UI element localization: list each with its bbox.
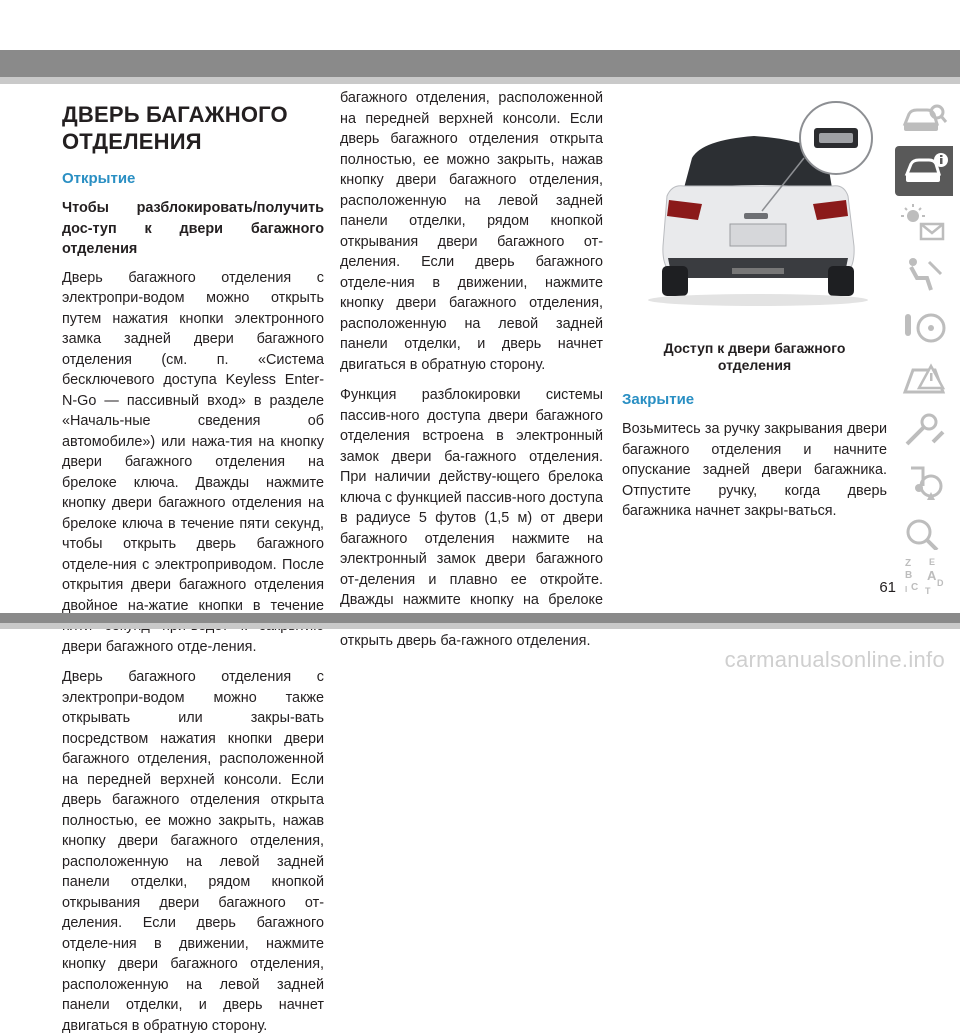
opening-paragraph-3: Функция разблокировки системы пассив-ного доступа двери багажного отделения встроена в электронный замок двери ба-гажного отделения. При наличии действу-ющего брелока ключа с функцией пассив-ного доступа в радиусе 5 футов (1,5 м) от двери багажного отделения нажмите на электронный замок двери багажного от-деления и плавно ее откройте. Дважды нажмите кнопку на брелоке открыть дверь ба-гажного отделения. (340, 387, 603, 649)
closing-paragraph: Возьмитесь за ручку закрывания двери багажного отделения и начните опускание задней двери багажника. Отпустите ручку, когда дверь багажника начнет закры-ваться. (622, 421, 887, 519)
section-title-line1: ДВЕРЬ БАГАЖНОГО (62, 102, 288, 127)
index-letter-c: C (911, 582, 919, 593)
opening-subheading: Чтобы разблокировать/получить дос-туп к двери багажного отделения (62, 200, 324, 257)
column-right (622, 96, 887, 532)
page-number: 61 (879, 579, 896, 596)
key-steering-icon (901, 308, 947, 346)
search-icon (901, 516, 947, 554)
figure-caption-line2: отделения (717, 357, 792, 373)
column-middle (340, 88, 603, 662)
tab-roadside-warning[interactable] (893, 354, 953, 404)
opening-paragraph-2-continued: багажного отделения, расположенной на передней верхней консоли. Если дверь багажного отделения открыта полностью, ее можно закрыть, нажав кнопку двери багажного отделения, расположенную на левой задней панели отделки, рядом кнопкой открывания двери багажного от-деления. Если дверь багажного отделе-ния в движении, нажмите кнопку двери багажного отделения, расположенную на левой задней панели отделки, и дверь начнет двигаться в обратную сторону. (340, 90, 603, 373)
tab-service-tools[interactable] (893, 406, 953, 456)
index-letter-e: E (929, 557, 936, 567)
column-left (62, 101, 324, 1034)
car-search-icon (901, 100, 947, 138)
tab-car-search[interactable] (893, 94, 953, 144)
section-title-line2: ОТДЕЛЕНИЯ (62, 129, 202, 154)
index-letter-i: I (905, 585, 908, 594)
footer-band-light (0, 623, 960, 629)
service-tools-icon (901, 412, 947, 450)
airbag-seat-icon (901, 256, 947, 294)
header-band (0, 50, 960, 77)
figure-caption-line1: Доступ к двери багажного (663, 340, 846, 356)
index-letter-t: T (925, 586, 931, 596)
watermark: carmanualsonline.info (724, 647, 945, 672)
roadside-warning-icon (901, 360, 947, 398)
suv-rear-illustration (622, 96, 887, 322)
footer-band (0, 613, 960, 623)
section-title (62, 101, 324, 155)
opening-paragraph-2: Дверь багажного отделения с электропри-водом можно также открывать или закры-вать посредством нажатия кнопки двери багажного отделения, расположенной на передней верхней консоли. Если дверь багажного отделения открыта полностью, ее можно закрыть, нажав кнопку двери багажного отделения, расположенную на левой задней панели отделки, рядом кнопкой открывания двери багажного от-деления. Если дверь багажного отделе-ния в движении, нажмите кнопку двери багажного отделения, расположенную на левой задней панели отделки, и дверь начнет двигаться в обратную сторону. (62, 669, 324, 1034)
header-band-light (0, 77, 960, 84)
opening-heading: Открытие (62, 170, 136, 187)
tab-multimedia[interactable] (893, 458, 953, 508)
figure-caption (622, 340, 887, 374)
closing-heading: Закрытие (622, 391, 695, 408)
tab-car-info[interactable] (895, 146, 953, 196)
index-letter-b: B (905, 570, 913, 581)
index-letter-a: A (927, 568, 937, 583)
top-margin (0, 0, 960, 50)
tab-airbag-seat[interactable] (893, 250, 953, 300)
tab-key-steering[interactable] (893, 302, 953, 352)
index-icon (901, 556, 947, 596)
tab-index[interactable] (893, 550, 953, 600)
multimedia-icon (901, 464, 947, 502)
warning-lights-icon (901, 204, 947, 242)
car-info-icon (903, 152, 949, 190)
liftgate-photo (622, 96, 887, 322)
index-letter-d: D (937, 578, 944, 588)
opening-paragraph-1: Дверь багажного отделения с электропри-водом можно открыть путем нажатия кнопки электронного замка задней двери багажного отделения (см. п. «Система бесключевого доступа Keyless Enter-N-Go — пассивный вход» в разделе «Началь-ные сведения об автомобиле») или нажа-тия на кнопку двери багажного отделения на брелоке ключа. Дважды нажмите кнопку двери багажного отделения на брелоке ключа в течение пяти секунд, чтобы открыть дверь багажного отделе-ния с электроприводом. После открытия двери багажного отделения двойное на-жатие кнопки в течение двери багажного отде-ления. (62, 269, 324, 655)
tab-warning-lights[interactable] (893, 198, 953, 248)
index-letter-z: Z (905, 558, 912, 569)
chapter-tabs (893, 94, 960, 614)
